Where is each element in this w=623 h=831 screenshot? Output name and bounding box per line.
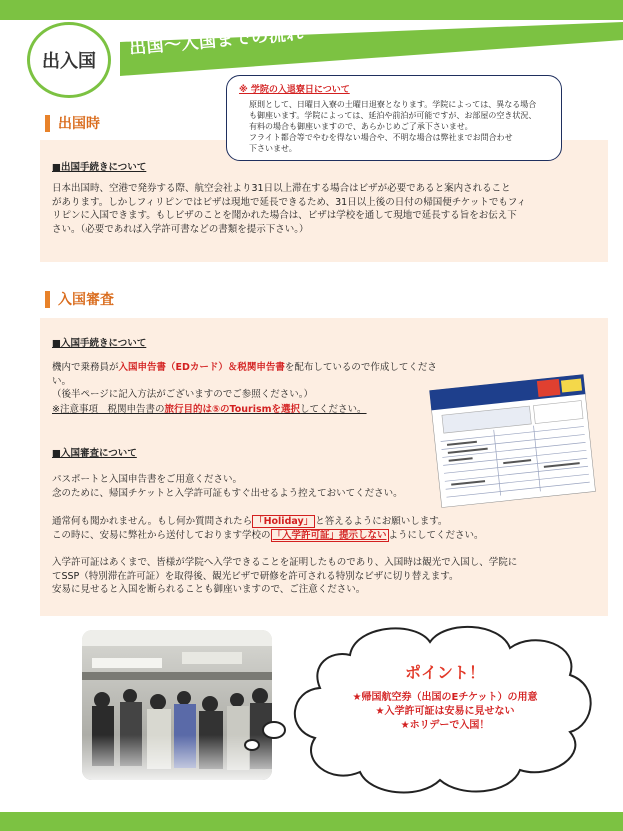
arrival-heading-text: 入国審査 (58, 292, 114, 308)
notice-line: も御座います。学院によっては、延泊や前泊が可能ですが、お部屋の空き状況、 (249, 111, 537, 120)
procedure-text (52, 361, 452, 402)
text-span: と答えるようにお願いします。 (315, 516, 448, 527)
procedure-line: （後半ページに記入方法がございますのでご参照ください。） (52, 389, 314, 400)
notice-line: フライト都合等でやむを得ない場合や、不明な場合は弊社までお問合わせ (249, 133, 513, 142)
admission-letter-highlight: 「入学許可証」提示しない (272, 529, 387, 541)
text-line: リピンに入国できます。もしビザのことを聞かれた場合は、ビザは学校を通して現地で延長する旨をお伝え下 (52, 210, 517, 221)
top-band (0, 0, 623, 20)
departure-heading (45, 113, 100, 133)
holiday-highlight: 「Holiday」 (254, 516, 314, 527)
text-line (52, 529, 608, 543)
point-item: ★入学許可証は安易に見せない (375, 706, 515, 717)
arrival-heading (45, 289, 114, 309)
notice-line: 下さいませ。 (249, 144, 297, 153)
procedure-line (52, 361, 452, 388)
section-badge: 出入国 (27, 22, 111, 98)
text-span: 機内で乗務員が (52, 362, 119, 373)
text-line: があります。しかしフィリピンではビザは現地で延長できるため、31日以上後の日付の帰国便チケットでもフィ (52, 196, 527, 208)
text-span: ※注意事項 税関申告書の (52, 404, 165, 415)
text-line: 念のために、帰国チケットと入学許可証もすぐ出せるよう控えておいてください。 (52, 487, 403, 499)
text-span: 通常何も聞かれません。もし何か質問されたら (52, 516, 253, 527)
text-span: を配布しているので作成してください。 (52, 362, 437, 387)
text-line: パスポートと入国申告書をご用意ください。 (52, 474, 243, 485)
text-span: この時に、安易に弊社から送付しております学校の (52, 529, 271, 541)
ed-card-highlight: 入国申告書（EDカード）＆税関申告書 (118, 362, 285, 373)
notice-line: 有料の場合も御座いますので、あらかじめご了承下さいませ。 (249, 122, 473, 131)
inspection-p4 (52, 556, 608, 597)
point-text (330, 660, 560, 733)
page-title: 出国～入国までの流れ (128, 23, 305, 59)
procedure-subheading: ■入国手続きについて (52, 338, 147, 349)
notice-title: ※ 学院の入退寮日について (239, 85, 350, 95)
point-heading: ポイント！ (404, 663, 485, 682)
text-span: してください。 (300, 404, 367, 415)
departure-subheading: ■出国手続きについて (52, 162, 147, 173)
inspection-subheading: ■入国審査について (52, 448, 137, 459)
text-line: てSSP（特別滞在許可証）を取得後、観光ビザで研修を許可される特別なビザに切り替えます。 (52, 570, 459, 582)
point-item: ★ホリデーで入国！ (400, 720, 490, 731)
text-line: 入学許可証はあくまで、皆様が学院へ入学できることを証明したものであり、入国時は観光で入国し、学院に (52, 557, 518, 568)
point-item: ★帰国航空券（出国のEチケット）の用意 (352, 692, 538, 703)
departure-heading-text: 出国時 (58, 116, 100, 132)
inspection-p1 (52, 473, 608, 500)
text-span: ようにしてください。 (388, 529, 484, 541)
text-line: 日本出国時、空港で発券する際、航空会社より31日以上滞在する場合はビザが必要であると案内されること (52, 183, 511, 194)
bottom-band (0, 812, 623, 831)
notice-body (249, 99, 551, 154)
inspection-p2 (52, 515, 608, 542)
notice-line: 原則として、日曜日入寮の土曜日退寮となります。学院によっては、異なる場合 (249, 100, 537, 109)
heading-bar (45, 291, 50, 308)
text-line: さい。（必要であれば入学許可書などの書類を提示下さい。） (52, 223, 309, 235)
notice-box (226, 75, 562, 161)
tourism-highlight: 旅行目的は⑤のTourismを選択 (164, 404, 301, 415)
procedure-note (52, 403, 432, 417)
heading-bar (45, 115, 50, 132)
text-line (52, 515, 608, 529)
departure-text (52, 182, 608, 236)
text-line: 安易に見せると入国を断られることも御座いますので、ご注意ください。 (52, 584, 366, 595)
